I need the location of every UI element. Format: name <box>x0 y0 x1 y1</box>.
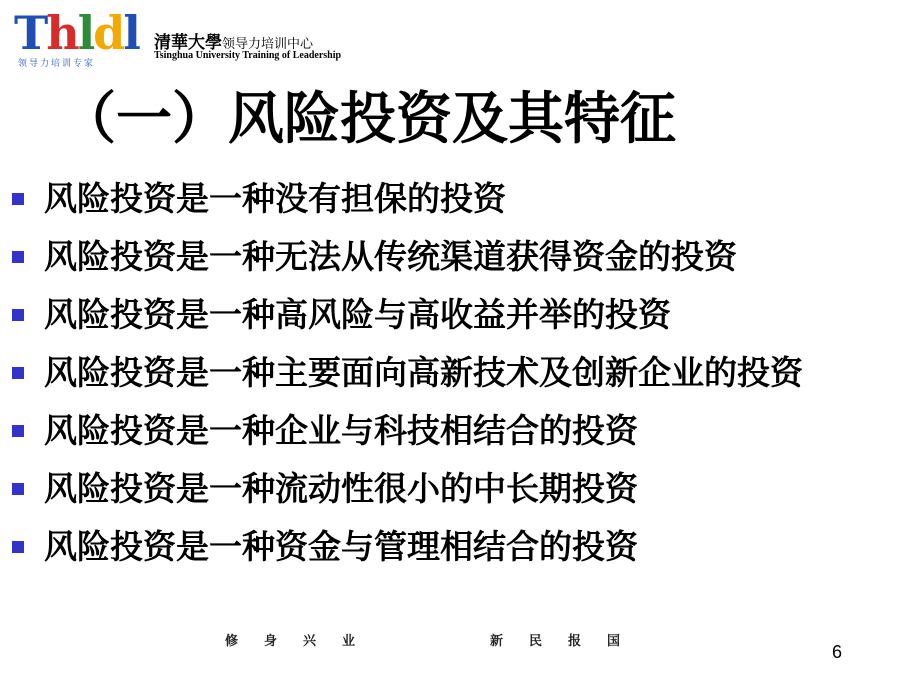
logo-letter: T <box>14 6 47 60</box>
square-bullet-icon <box>12 193 24 205</box>
square-bullet-icon <box>12 251 24 263</box>
logo <box>14 6 344 69</box>
bullet-item <box>12 228 892 286</box>
slide-title: （一）风险投资及其特征 <box>60 87 676 152</box>
org-name-cn-main: 清華大學 <box>154 33 222 53</box>
org-name-cn-sub: 领导力培训中心 <box>222 37 314 52</box>
bullet-item <box>12 518 892 576</box>
bullet-text: 风险投资是一种流动性很小的中长期投资 <box>44 469 638 508</box>
org-name-en: Tsinghua University Training of Leadership <box>154 50 342 61</box>
square-bullet-icon <box>12 425 24 437</box>
bullet-item <box>12 344 892 402</box>
page-number: 6 <box>832 642 843 662</box>
bullet-text: 风险投资是一种没有担保的投资 <box>44 179 506 218</box>
bullet-text: 风险投资是一种企业与科技相结合的投资 <box>44 411 638 450</box>
logo-letter: l <box>77 6 94 60</box>
bullet-text: 风险投资是一种主要面向高新技术及创新企业的投资 <box>44 353 803 392</box>
logo-letter: h <box>46 6 78 60</box>
bullet-item <box>12 286 892 344</box>
logo-letter: l <box>123 6 139 60</box>
square-bullet-icon <box>12 309 24 321</box>
footer-motto-right: 新民报国 <box>490 634 647 649</box>
bullet-text: 风险投资是一种无法从传统渠道获得资金的投资 <box>44 237 737 276</box>
square-bullet-icon <box>12 367 24 379</box>
bullet-text: 风险投资是一种资金与管理相结合的投资 <box>44 527 638 566</box>
bullet-item <box>12 170 892 228</box>
logo-mark <box>14 6 139 60</box>
footer-motto-left: 修身兴业 <box>225 634 382 649</box>
bullet-item <box>12 460 892 518</box>
bullet-text: 风险投资是一种高风险与高收益并举的投资 <box>44 295 671 334</box>
logo-tagline: 领导力培训专家 <box>18 59 96 69</box>
square-bullet-icon <box>12 483 24 495</box>
logo-letter: d <box>93 6 124 60</box>
square-bullet-icon <box>12 541 24 553</box>
bullet-item <box>12 402 892 460</box>
bullet-list <box>12 170 892 576</box>
